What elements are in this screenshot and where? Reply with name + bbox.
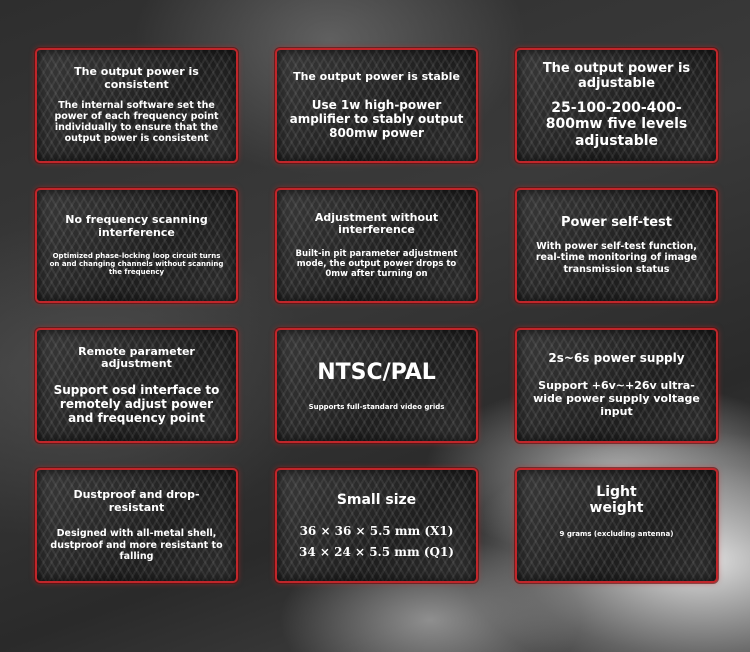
feature-description: Use 1w high-power amplifier to stably output 800mw power [289, 97, 464, 140]
feature-title: Light weight [589, 484, 644, 517]
feature-title: The output power is consistent [74, 65, 199, 92]
feature-description-x1: 36 × 36 × 5.5 mm (X1) [299, 524, 454, 539]
feature-card-remote-adjustment [35, 328, 238, 443]
feature-description: The internal software set the power of each frequency point individually to ensure that the output power is consistent [54, 99, 219, 145]
feature-card-adjustment [275, 188, 478, 303]
feature-card-dustproof [35, 468, 238, 583]
feature-description: 9 grams (excluding antenna) [559, 530, 674, 539]
feature-title: Small size [336, 492, 417, 509]
feature-title: No frequency scanning interference [65, 213, 208, 240]
feature-description: Designed with all-metal shell, dustproof and more resistant to falling [50, 528, 223, 562]
feature-description: Support +6v~+26v ultra-wide power supply voltage input [533, 378, 700, 418]
feature-grid [35, 48, 718, 583]
feature-card-adjustable-power [515, 48, 718, 163]
feature-card-light-weight [515, 468, 718, 583]
feature-card-consistent-power [35, 48, 238, 163]
feature-title: NTSC/PAL [317, 359, 436, 385]
feature-title: Power self-test [560, 215, 673, 231]
feature-description: Support osd interface to remotely adjust power and frequency point [53, 382, 220, 426]
feature-title: Adjustment without interference [314, 210, 439, 237]
feature-description: Optimized phase-locking loop circuit turns on and changing channels without scanning the frequency [49, 251, 224, 277]
feature-description: With power self-test function, real-time monitoring of image transmission status [535, 241, 698, 275]
feature-title: The output power is adjustable [542, 60, 691, 91]
feature-card-power-supply [515, 328, 718, 443]
feature-card-small-size [275, 468, 478, 583]
feature-card-no-scanning [35, 188, 238, 303]
feature-title: The output power is stable [293, 69, 460, 83]
feature-title: Remote parameter adjustment [78, 344, 195, 371]
feature-title: Dustproof and drop-resistant [73, 488, 200, 514]
feature-card-self-test [515, 188, 718, 303]
feature-title: 2s~6s power supply [548, 351, 685, 366]
feature-description: 25-100-200-400-800mw five levels adjustable [545, 99, 688, 149]
feature-card-ntsc-pal [275, 328, 478, 443]
feature-description-q1: 34 × 24 × 5.5 mm (Q1) [298, 544, 454, 559]
feature-description: Supports full-standard video grids [308, 403, 445, 412]
feature-description: Built-in pit parameter adjustment mode, the output power drops to 0mw after turning on [295, 249, 458, 280]
feature-card-stable-power [275, 48, 478, 163]
